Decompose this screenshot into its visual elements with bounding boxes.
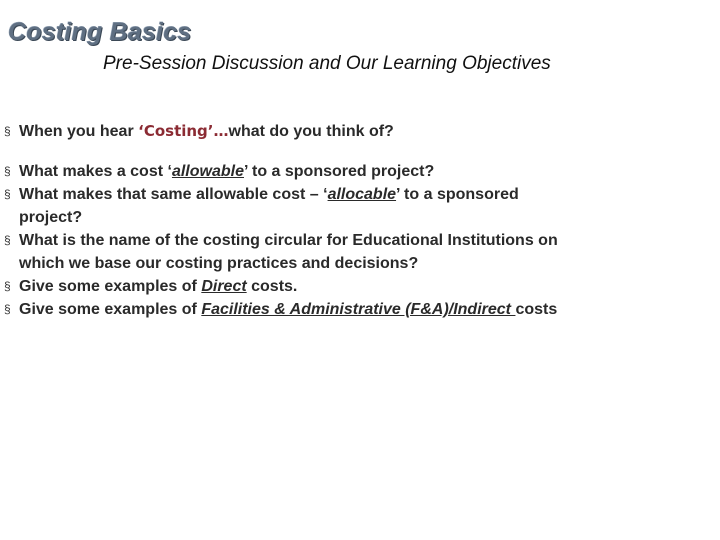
emphasis-facilities-administrative: Facilities & Administrative (F&A)/Indirect: [201, 301, 516, 318]
emphasis-allocable: allocable: [327, 186, 397, 203]
bullet-text: What makes a cost ‘: [19, 163, 172, 180]
bullet-item-indirect: [4, 298, 564, 321]
bullet-item-costing: [4, 120, 564, 143]
costing-highlight: ‘Costing’…: [138, 122, 229, 140]
bullet-text: ’ to a sponsored project?: [243, 163, 435, 180]
bullet-marker-icon: §: [4, 124, 11, 138]
bullet-item-direct: [4, 275, 564, 298]
emphasis-direct: Direct: [201, 278, 247, 295]
slide-subtitle: Pre-Session Discussion and Our Learning Objectives: [103, 53, 551, 74]
bullet-marker-icon: §: [4, 187, 11, 201]
bullet-text: costs: [515, 301, 558, 318]
bullet-text: what do you think of?: [228, 123, 394, 140]
bullet-text: costs.: [246, 278, 298, 295]
bullet-item-circular: [4, 229, 564, 275]
bullet-marker-icon: §: [4, 233, 11, 247]
bullet-list: [4, 120, 564, 321]
bullet-text: What is the name of the costing circular for Educational Institutions on which we base our costing practices and decisions?: [19, 232, 558, 272]
slide-title: Costing Basics: [8, 18, 192, 46]
emphasis-allowable: allowable: [171, 163, 244, 180]
bullet-item-allocable: [4, 183, 564, 229]
bullet-item-allowable: [4, 160, 564, 183]
bullet-marker-icon: §: [4, 302, 11, 316]
bullet-text: Give some examples of: [19, 301, 202, 318]
bullet-text: What makes that same allowable cost – ‘: [19, 186, 328, 203]
bullet-text: When you hear: [19, 123, 139, 140]
bullet-marker-icon: §: [4, 279, 11, 293]
bullet-marker-icon: §: [4, 164, 11, 178]
bullet-text: Give some examples of: [19, 278, 202, 295]
bullet-text: ’ to a sponsored project?: [19, 186, 519, 226]
